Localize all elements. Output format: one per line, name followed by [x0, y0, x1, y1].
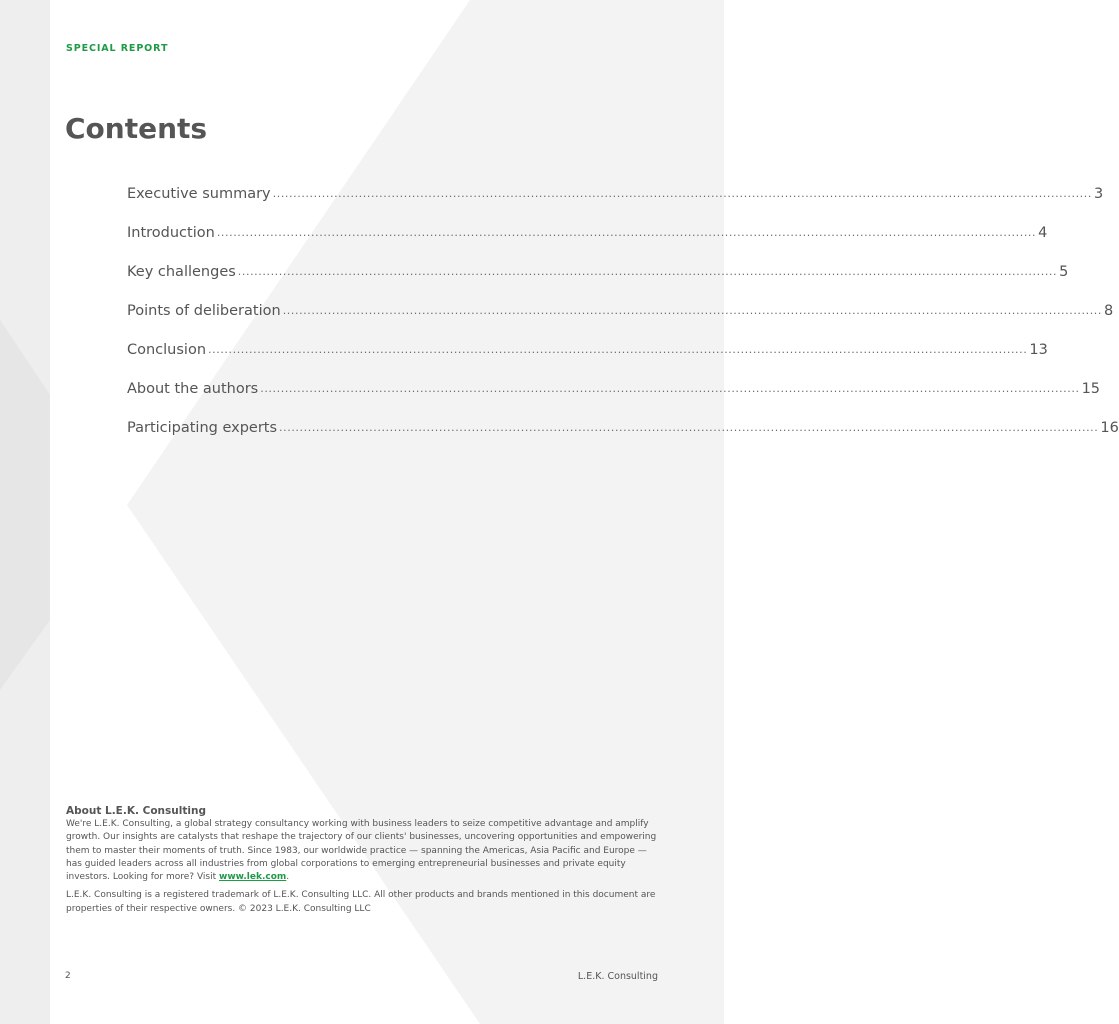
about-heading: About L.E.K. Consulting: [66, 805, 206, 817]
website-link[interactable]: www.lek.com: [219, 872, 287, 883]
toc-entry[interactable]: [127, 416, 1119, 455]
trademark-notice: L.E.K. Consulting is a registered trademark of L.E.K. Consulting LLC. All other products and brands mentioned in this document are properties of their respective owners. © 2023 L.E.K. Consulting LLC: [66, 890, 656, 914]
toc-entry[interactable]: [127, 182, 1104, 221]
about-body-text: We're L.E.K. Consulting, a global strategy consultancy working with business leaders to seize competitive advantage and amplify growth. Our insights are catalysts that reshape the trajectory of our clients' businesses, uncovering opportunities and empowering them to master their moments of truth. Since 1983, our worldwide practice — spanning the Americas, Asia Pacific and Europe — has guided leaders across all industries from global corporations to emerging entrepreneurial businesses and private equity investors. Looking for more? Visit: [66, 819, 657, 883]
footer-brand: L.E.K. Consulting: [577, 971, 658, 982]
toc-entry-page: 5: [1059, 264, 1069, 280]
toc-entry-label: About the authors: [127, 381, 259, 397]
toc-dot-leader: ........................................................................................................................................................................................................: [279, 421, 1099, 434]
toc-entry-label: Executive summary: [127, 186, 271, 202]
toc-entry-label: Key challenges: [127, 264, 236, 280]
toc-entry-label: Points of deliberation: [127, 303, 281, 319]
toc-entry[interactable]: [127, 338, 1048, 377]
toc-dot-leader: ........................................................................................................................................................................................................: [272, 187, 1092, 200]
toc-entry-page: 16: [1100, 420, 1119, 436]
toc-entry[interactable]: [127, 260, 1069, 299]
toc-entry-page: 8: [1104, 303, 1114, 319]
toc-dot-leader: ........................................................................................................................................................................................................: [208, 343, 1028, 356]
page-number: 2: [65, 971, 71, 981]
toc-dot-leader: ........................................................................................................................................................................................................: [282, 304, 1103, 317]
toc-entry-label: Conclusion: [127, 342, 207, 358]
about-body-end: .: [286, 872, 290, 883]
toc-dot-leader: ........................................................................................................................................................................................................: [216, 226, 1037, 239]
toc-entry-label: Introduction: [127, 225, 215, 241]
toc-entry-label: Participating experts: [127, 420, 278, 436]
about-body: [66, 818, 658, 884]
toc-entry[interactable]: [127, 299, 1114, 338]
toc-entry-page: 15: [1081, 381, 1101, 397]
toc-dot-leader: ........................................................................................................................................................................................................: [237, 265, 1058, 278]
table-of-contents: [127, 182, 1119, 455]
page-title: Contents: [65, 112, 208, 145]
section-kicker: SPECIAL REPORT: [66, 43, 169, 54]
toc-entry-page: 13: [1029, 342, 1048, 358]
toc-entry[interactable]: [127, 221, 1048, 260]
about-section: [66, 804, 658, 916]
toc-entry-page: 4: [1038, 225, 1048, 241]
toc-dot-leader: ........................................................................................................................................................................................................: [260, 382, 1080, 395]
toc-entry-page: 3: [1093, 186, 1104, 202]
toc-entry[interactable]: [127, 377, 1101, 416]
